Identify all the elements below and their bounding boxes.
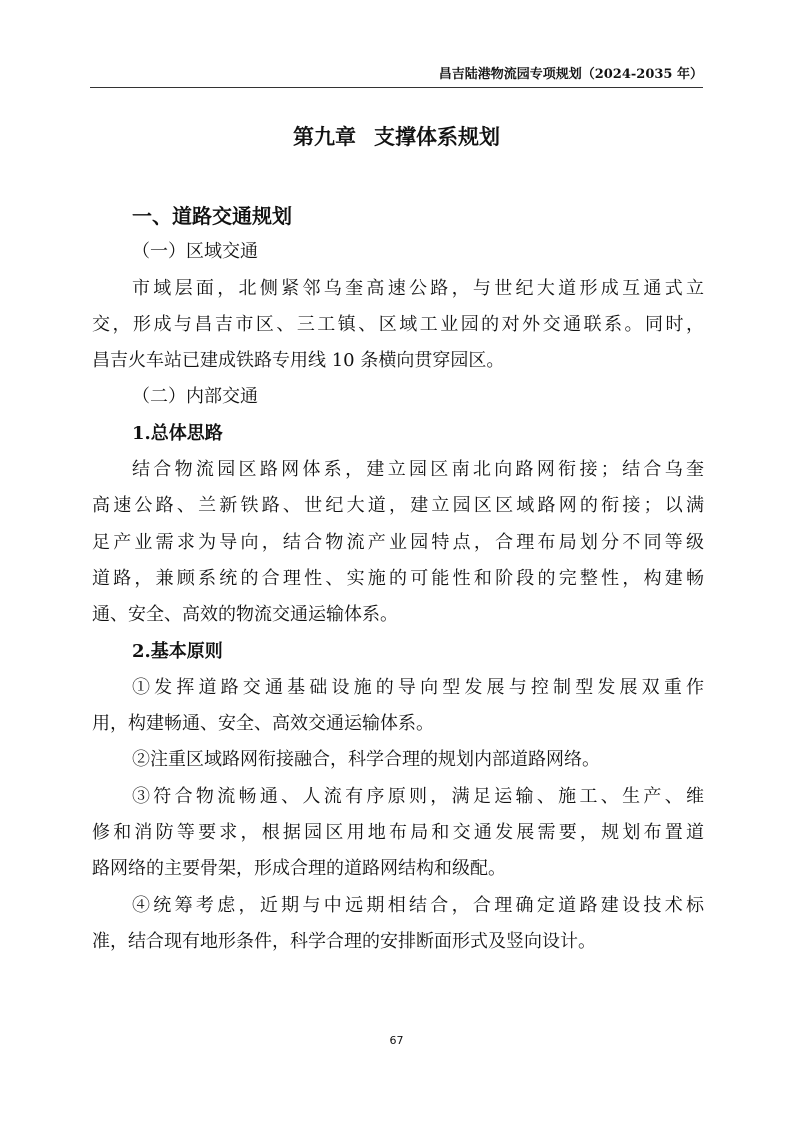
paragraph-line: 足产业需求为导向，结合物流产业园特点，合理布局划分不同等级 — [92, 531, 704, 553]
subsection-heading-regional: （一）区域交通 — [132, 241, 258, 263]
chapter-number: 第九章 — [293, 124, 356, 149]
section-heading: 一、道路交通规划 — [132, 204, 292, 228]
paragraph-line: 准，结合现有地形条件，科学合理的安排断面形式及竖向设计。 — [92, 930, 596, 952]
paragraph-line: 通、安全、高效的物流交通运输体系。 — [92, 604, 398, 626]
chapter-title — [0, 122, 793, 152]
chapter-name: 支撑体系规划 — [374, 124, 500, 149]
paragraph-line: 修和消防等要求，根据园区用地布局和交通发展需要，规划布置道 — [92, 822, 704, 844]
page-number: 67 — [389, 1034, 404, 1047]
paragraph-line: ③符合物流畅通、人流有序原则，满足运输、施工、生产、维 — [132, 785, 704, 807]
paragraph-line: 用，构建畅通、安全、高效交通运输体系。 — [92, 713, 434, 735]
running-header-title: 昌吉陆港物流园专项规划（2024-2035 年） — [438, 67, 703, 82]
paragraph-line: 结合物流园区路网体系，建立园区南北向路网衔接；结合乌奎 — [132, 459, 704, 481]
paragraph-line: ①发挥道路交通基础设施的导向型发展与控制型发展双重作 — [132, 676, 704, 698]
paragraph-line: ②注重区域路网衔接融合，科学合理的规划内部道路网络。 — [132, 749, 600, 771]
paragraph-line: 市域层面，北侧紧邻乌奎高速公路，与世纪大道形成互通式立 — [132, 277, 704, 299]
paragraph-line: 道路，兼顾系统的合理性、实施的可能性和阶段的完整性，构建畅 — [92, 567, 704, 589]
subsection-heading-internal: （二）内部交通 — [132, 386, 258, 408]
paragraph-line: 高速公路、兰新铁路、世纪大道，建立园区区域路网的衔接；以满 — [92, 495, 704, 517]
paragraph-line: 昌吉火车站已建成铁路专用线 10 条横向贯穿园区。 — [92, 350, 505, 372]
item-heading-overall: 1.总体思路 — [132, 422, 223, 444]
running-header — [90, 65, 703, 88]
paragraph-line: 路网络的主要骨架，形成合理的道路网结构和级配。 — [92, 858, 506, 880]
paragraph-line: 交，形成与昌吉市区、三工镇、区域工业园的对外交通联系。同时， — [92, 313, 704, 335]
body-text — [92, 198, 704, 960]
item-heading-principles: 2.基本原则 — [132, 640, 223, 662]
paragraph-line: ④统筹考虑，近期与中远期相结合，合理确定道路建设技术标 — [132, 894, 704, 916]
